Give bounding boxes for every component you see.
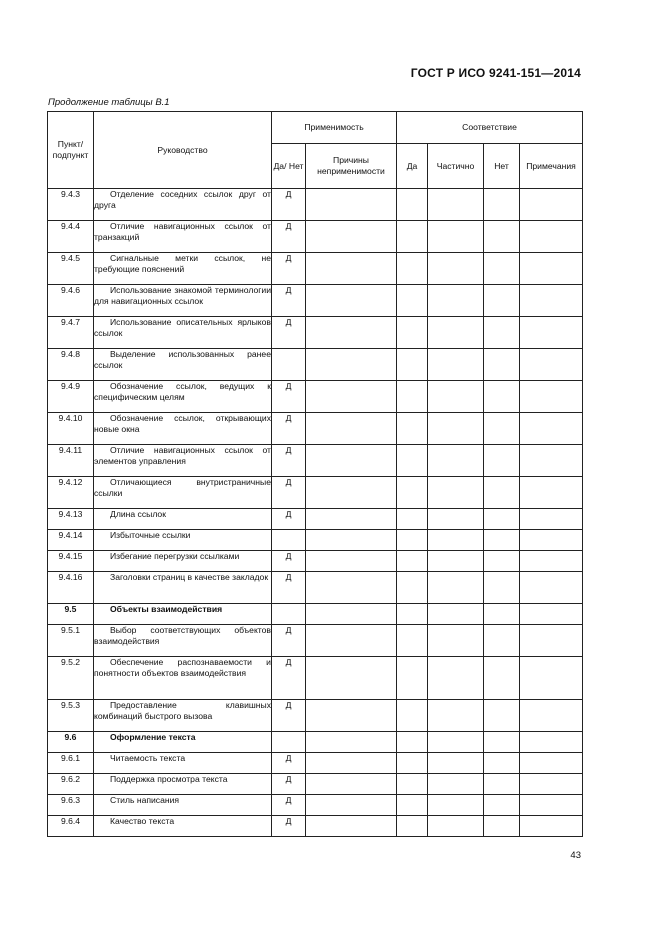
table-row [48, 285, 583, 317]
guidance-text: Обозначение ссылок, открывающих новые окна [94, 413, 271, 434]
table-row [48, 221, 583, 253]
conformance-no-cell [484, 509, 520, 530]
notes-cell [520, 477, 583, 509]
table-row [48, 700, 583, 732]
conformance-no-cell [484, 774, 520, 795]
table-row [48, 551, 583, 572]
conformance-partial-cell [428, 317, 484, 349]
applicability-yes-no: Д [272, 317, 306, 349]
applicability-yes-no [272, 604, 306, 625]
conformance-partial-cell [428, 445, 484, 477]
conformance-no-cell [484, 795, 520, 816]
guidance-cell [94, 445, 272, 477]
reasons-cell [306, 530, 397, 551]
guidance-text: Длина ссылок [110, 509, 166, 519]
conformance-partial-cell [428, 816, 484, 837]
conformance-yes-cell [397, 816, 428, 837]
notes-cell [520, 795, 583, 816]
notes-cell [520, 530, 583, 551]
guidance-cell [94, 285, 272, 317]
guidance-cell [94, 381, 272, 413]
conformance-no-cell [484, 657, 520, 700]
standard-code: ГОСТ Р ИСО 9241-151—2014 [410, 66, 581, 80]
reasons-cell [306, 572, 397, 604]
guidance-cell [94, 604, 272, 625]
item-number: 9.4.8 [48, 349, 94, 381]
item-number: 9.4.3 [48, 189, 94, 221]
item-number: 9.4.12 [48, 477, 94, 509]
header-conformance: Соответствие [397, 112, 583, 144]
table-row [48, 795, 583, 816]
guidance-cell [94, 625, 272, 657]
table-body [48, 189, 583, 837]
applicability-yes-no: Д [272, 572, 306, 604]
guidance-cell [94, 753, 272, 774]
conformance-no-cell [484, 753, 520, 774]
guidance-text: Отличающиеся внутристраничные ссылки [94, 477, 271, 498]
conformance-yes-cell [397, 221, 428, 253]
reasons-cell [306, 381, 397, 413]
notes-cell [520, 572, 583, 604]
conformance-partial-cell [428, 349, 484, 381]
guidance-cell [94, 509, 272, 530]
notes-cell [520, 774, 583, 795]
item-number: 9.5.2 [48, 657, 94, 700]
applicability-yes-no: Д [272, 657, 306, 700]
guidance-text: Качество текста [110, 816, 175, 826]
applicability-yes-no: Д [272, 816, 306, 837]
guidance-text: Заголовки страниц в качестве закладок [110, 572, 269, 582]
guidance-cell [94, 774, 272, 795]
reasons-cell [306, 700, 397, 732]
guidance-cell [94, 189, 272, 221]
table-row [48, 753, 583, 774]
reasons-cell [306, 317, 397, 349]
table-row [48, 572, 583, 604]
guidance-cell [94, 657, 272, 700]
table-row [48, 657, 583, 700]
conformance-no-cell [484, 604, 520, 625]
applicability-yes-no: Д [272, 509, 306, 530]
conformance-yes-cell [397, 572, 428, 604]
guidance-cell [94, 413, 272, 445]
conformance-no-cell [484, 445, 520, 477]
guidance-text: Отделение соседних ссылок друг от друга [94, 189, 271, 210]
notes-cell [520, 349, 583, 381]
conformance-yes-cell [397, 551, 428, 572]
guidance-cell [94, 700, 272, 732]
header-no: Нет [484, 144, 520, 189]
notes-cell [520, 700, 583, 732]
guidance-text: Поддержка просмотра текста [110, 774, 228, 784]
notes-cell [520, 657, 583, 700]
conformance-partial-cell [428, 189, 484, 221]
conformance-no-cell [484, 732, 520, 753]
conformance-partial-cell [428, 753, 484, 774]
guidance-text: Объекты взаимодействия [110, 604, 223, 614]
guidance-cell [94, 317, 272, 349]
guidance-text: Выделение использованных ранее ссылок [94, 349, 271, 370]
item-number: 9.4.15 [48, 551, 94, 572]
item-number: 9.4.9 [48, 381, 94, 413]
header-partial: Частично [428, 144, 484, 189]
conformance-yes-cell [397, 413, 428, 445]
table-row [48, 625, 583, 657]
guidance-text: Сигнальные метки ссылок, не требующие пояснений [94, 253, 271, 274]
conformance-partial-cell [428, 774, 484, 795]
conformance-yes-cell [397, 700, 428, 732]
conformance-yes-cell [397, 381, 428, 413]
conformance-no-cell [484, 530, 520, 551]
conformance-yes-cell [397, 509, 428, 530]
conformance-partial-cell [428, 625, 484, 657]
guidance-cell [94, 551, 272, 572]
notes-cell [520, 816, 583, 837]
conformance-no-cell [484, 221, 520, 253]
table-row [48, 509, 583, 530]
item-number: 9.5 [48, 604, 94, 625]
notes-cell [520, 625, 583, 657]
conformance-yes-cell [397, 445, 428, 477]
guidance-text: Выбор соответствующих объектов взаимодействия [94, 625, 271, 646]
reasons-cell [306, 551, 397, 572]
guidance-cell [94, 253, 272, 285]
notes-cell [520, 381, 583, 413]
table-row [48, 189, 583, 221]
applicability-yes-no: Д [272, 445, 306, 477]
notes-cell [520, 253, 583, 285]
reasons-cell [306, 753, 397, 774]
applicability-yes-no: Д [272, 221, 306, 253]
header-guidance: Руководство [94, 112, 272, 189]
applicability-yes-no [272, 732, 306, 753]
conformance-no-cell [484, 700, 520, 732]
item-number: 9.6.2 [48, 774, 94, 795]
conformance-partial-cell [428, 530, 484, 551]
conformance-partial-cell [428, 253, 484, 285]
reasons-cell [306, 816, 397, 837]
guidance-text: Читаемость текста [110, 753, 186, 763]
conformance-yes-cell [397, 753, 428, 774]
conformance-yes-cell [397, 795, 428, 816]
reasons-cell [306, 221, 397, 253]
guidance-text: Оформление текста [110, 732, 196, 742]
reasons-cell [306, 445, 397, 477]
item-number: 9.4.10 [48, 413, 94, 445]
guidance-text: Использование знакомой терминологии для навигационных ссылок [94, 285, 271, 306]
reasons-cell [306, 253, 397, 285]
conformance-no-cell [484, 317, 520, 349]
table-row [48, 445, 583, 477]
guidance-text: Использование описательных ярлыков ссылок [94, 317, 271, 338]
guidance-cell [94, 732, 272, 753]
item-number: 9.6.3 [48, 795, 94, 816]
conformance-no-cell [484, 625, 520, 657]
conformance-yes-cell [397, 774, 428, 795]
guidance-cell [94, 572, 272, 604]
guidance-cell [94, 816, 272, 837]
header-notes: Примечания [520, 144, 583, 189]
conformance-partial-cell [428, 413, 484, 445]
conformance-partial-cell [428, 509, 484, 530]
conformance-partial-cell [428, 700, 484, 732]
section-row [48, 604, 583, 625]
applicability-yes-no: Д [272, 625, 306, 657]
item-number: 9.4.6 [48, 285, 94, 317]
table-row [48, 317, 583, 349]
guidance-cell [94, 795, 272, 816]
conformance-partial-cell [428, 381, 484, 413]
notes-cell [520, 509, 583, 530]
conformance-yes-cell [397, 349, 428, 381]
header-reasons: Причины неприменимости [306, 144, 397, 189]
table-row [48, 413, 583, 445]
item-number: 9.5.1 [48, 625, 94, 657]
applicability-yes-no: Д [272, 700, 306, 732]
table-row [48, 816, 583, 837]
applicability-yes-no: Д [272, 477, 306, 509]
applicability-yes-no: Д [272, 189, 306, 221]
conformance-no-cell [484, 413, 520, 445]
applicability-yes-no [272, 349, 306, 381]
applicability-yes-no: Д [272, 795, 306, 816]
section-row [48, 732, 583, 753]
header-yes: Да [397, 144, 428, 189]
item-number: 9.4.14 [48, 530, 94, 551]
item-number: 9.6.1 [48, 753, 94, 774]
notes-cell [520, 445, 583, 477]
item-number: 9.4.5 [48, 253, 94, 285]
notes-cell [520, 732, 583, 753]
guidance-text: Отличие навигационных ссылок от элементов управления [94, 445, 271, 466]
conformance-no-cell [484, 816, 520, 837]
notes-cell [520, 317, 583, 349]
applicability-yes-no [272, 530, 306, 551]
applicability-yes-no: Д [272, 753, 306, 774]
table-row [48, 530, 583, 551]
guidance-text: Обозначение ссылок, ведущих к специфическим целям [94, 381, 271, 402]
conformance-partial-cell [428, 221, 484, 253]
reasons-cell [306, 189, 397, 221]
guidance-text: Избегание перегрузки ссылками [110, 551, 240, 561]
conformance-no-cell [484, 477, 520, 509]
reasons-cell [306, 477, 397, 509]
conformance-yes-cell [397, 530, 428, 551]
conformance-yes-cell [397, 253, 428, 285]
reasons-cell [306, 774, 397, 795]
reasons-cell [306, 285, 397, 317]
guidance-text: Предоставление клавишных комбинаций быстрого вызова [94, 700, 271, 721]
page-number: 43 [570, 850, 581, 861]
item-number: 9.4.7 [48, 317, 94, 349]
reasons-cell [306, 657, 397, 700]
item-number: 9.4.4 [48, 221, 94, 253]
table-caption: Продолжение таблицы В.1 [48, 97, 170, 108]
notes-cell [520, 189, 583, 221]
applicability-yes-no: Д [272, 285, 306, 317]
reasons-cell [306, 349, 397, 381]
table-row [48, 349, 583, 381]
notes-cell [520, 221, 583, 253]
conformance-partial-cell [428, 285, 484, 317]
conformance-partial-cell [428, 732, 484, 753]
conformance-no-cell [484, 349, 520, 381]
applicability-yes-no: Д [272, 774, 306, 795]
notes-cell [520, 753, 583, 774]
conformance-partial-cell [428, 657, 484, 700]
conformance-no-cell [484, 551, 520, 572]
notes-cell [520, 604, 583, 625]
guidance-text: Стиль написания [110, 795, 180, 805]
conformance-no-cell [484, 381, 520, 413]
conformance-yes-cell [397, 625, 428, 657]
table-row [48, 381, 583, 413]
item-number: 9.4.11 [48, 445, 94, 477]
guidance-text: Отличие навигационных ссылок от транзакций [94, 221, 271, 242]
header-item: Пункт/ подпункт [48, 112, 94, 189]
conformance-table [47, 111, 583, 837]
table-row [48, 774, 583, 795]
reasons-cell [306, 795, 397, 816]
applicability-yes-no: Д [272, 413, 306, 445]
table-row [48, 253, 583, 285]
reasons-cell [306, 509, 397, 530]
conformance-no-cell [484, 285, 520, 317]
conformance-yes-cell [397, 189, 428, 221]
header-applicability: Применимость [272, 112, 397, 144]
notes-cell [520, 413, 583, 445]
item-number: 9.4.16 [48, 572, 94, 604]
guidance-text: Избыточные ссылки [110, 530, 191, 540]
notes-cell [520, 551, 583, 572]
item-number: 9.4.13 [48, 509, 94, 530]
conformance-yes-cell [397, 604, 428, 625]
item-number: 9.5.3 [48, 700, 94, 732]
applicability-yes-no: Д [272, 551, 306, 572]
notes-cell [520, 285, 583, 317]
item-number: 9.6.4 [48, 816, 94, 837]
applicability-yes-no: Д [272, 381, 306, 413]
conformance-yes-cell [397, 477, 428, 509]
table-row [48, 477, 583, 509]
conformance-partial-cell [428, 572, 484, 604]
conformance-yes-cell [397, 317, 428, 349]
reasons-cell [306, 604, 397, 625]
reasons-cell [306, 732, 397, 753]
guidance-text: Обеспечение распознаваемости и понятности объектов взаимодействия [94, 657, 271, 678]
conformance-partial-cell [428, 551, 484, 572]
conformance-partial-cell [428, 795, 484, 816]
reasons-cell [306, 413, 397, 445]
conformance-yes-cell [397, 732, 428, 753]
guidance-cell [94, 477, 272, 509]
guidance-cell [94, 221, 272, 253]
conformance-yes-cell [397, 657, 428, 700]
guidance-cell [94, 530, 272, 551]
guidance-cell [94, 349, 272, 381]
conformance-partial-cell [428, 604, 484, 625]
item-number: 9.6 [48, 732, 94, 753]
conformance-yes-cell [397, 285, 428, 317]
conformance-partial-cell [428, 477, 484, 509]
reasons-cell [306, 625, 397, 657]
conformance-no-cell [484, 189, 520, 221]
applicability-yes-no: Д [272, 253, 306, 285]
conformance-no-cell [484, 253, 520, 285]
header-yes-no: Да/ Нет [272, 144, 306, 189]
conformance-no-cell [484, 572, 520, 604]
